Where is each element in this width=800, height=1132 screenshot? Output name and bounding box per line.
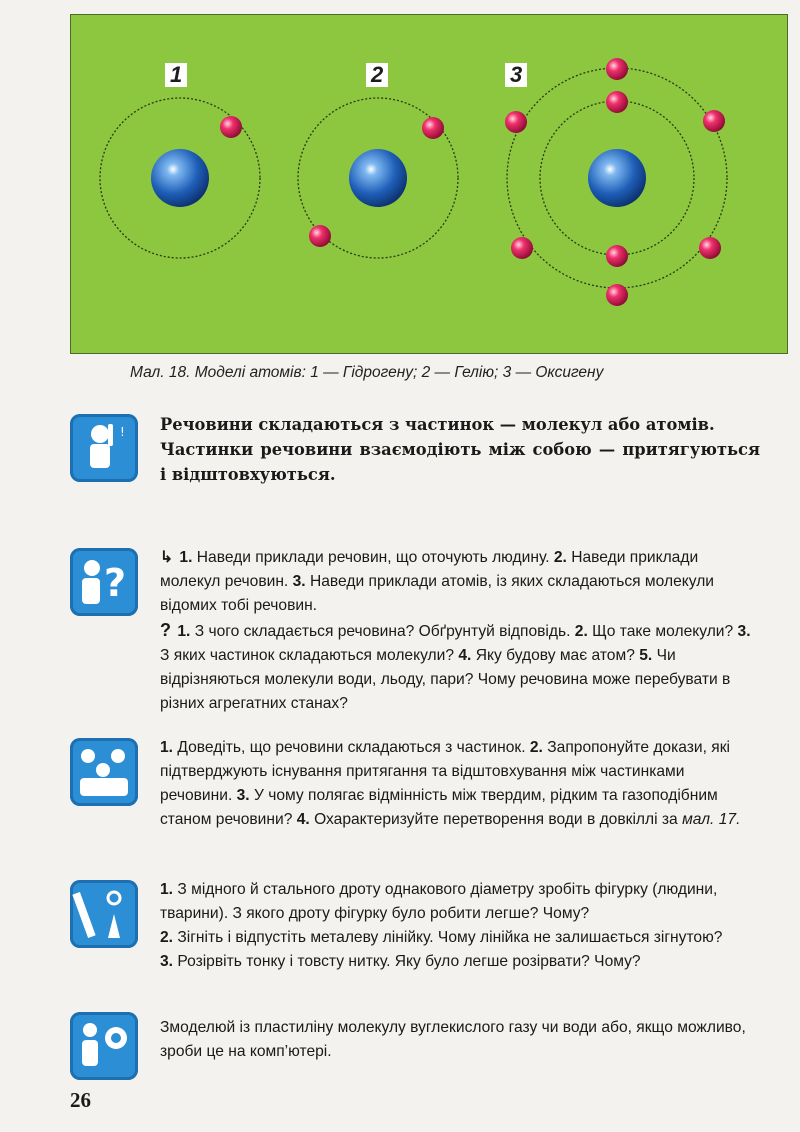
electron <box>606 284 628 306</box>
tasks-paragraph <box>160 546 760 618</box>
electron <box>505 111 527 133</box>
project-block <box>160 1016 760 1064</box>
project-text: Змоделюй із пластиліну молекулу вуглекислого газу чи води або, якщо можливо, зроби це на комп’ютері. <box>160 1019 746 1060</box>
question-item: 4. Яку будову має атом? <box>458 647 635 664</box>
figure-caption <box>130 364 730 382</box>
group-task-item: 2. Запропонуйте докази, які підтверджують існування притягання та відштовхування між частинками речовини. <box>160 739 731 804</box>
helium-atom <box>298 98 458 258</box>
caption-text: Моделі атомів: 1 — Гідрогену; 2 — Гелію; 3 — Оксигену <box>194 364 604 381</box>
svg-text:?: ? <box>104 561 127 605</box>
experiment-icon <box>70 880 138 948</box>
experiment-item: 3. Розірвіть тонку і товсту нитку. Яку було легше розірвати? Чому? <box>160 953 641 970</box>
experiments-block <box>160 878 760 974</box>
rule-line-2: Частинки речовини взаємодіють між собою — притягуються і відштовхуються. <box>160 440 760 484</box>
nucleus <box>151 149 209 207</box>
group-work-icon <box>70 738 138 806</box>
group-task-item: 1. Доведіть, що речовини складаються з частинок. <box>160 739 526 756</box>
svg-text:!: ! <box>120 425 125 439</box>
question-item: 1. З чого складається речовина? Обґрунтуй відповідь. <box>177 623 571 640</box>
page-number: 26 <box>70 1088 91 1112</box>
rule-block <box>160 412 760 487</box>
task-item: 3. Наведи приклади атомів, із яких складаються молекули відомих тобі речовин. <box>160 573 715 614</box>
project-icon <box>70 1012 138 1080</box>
electron <box>220 116 242 138</box>
nucleus <box>588 149 646 207</box>
remember-icon <box>70 414 138 482</box>
rule-line-1: Речовини складаються з частинок — молекул або атомів. <box>160 415 715 434</box>
questions-block <box>160 546 760 716</box>
task-arrow-icon: ↳ <box>160 549 174 566</box>
question-mark-icon: ? <box>160 620 171 640</box>
task-item: 2. Наведи приклади молекул речовин. <box>160 549 699 590</box>
group-task-item: 4. Охарактеризуйте перетворення води в довкіллі за мал. 17. <box>296 811 741 828</box>
hydrogen-atom <box>100 98 260 258</box>
electron <box>309 225 331 247</box>
caption-prefix: Мал. 18. <box>130 364 191 381</box>
electron <box>606 58 628 80</box>
question-item: 2. Що таке молекули? <box>574 623 734 640</box>
group-tasks-block <box>160 736 760 832</box>
electron <box>511 237 533 259</box>
experiment-item: 1. З мідного й стального дроту однакового діаметру зробіть фігурку (людини, тварини). З якого дроту фігурку було робити легше? Чому? <box>160 881 718 922</box>
question-item: 3. З яких частинок складаються молекули? <box>160 623 751 664</box>
experiment-item: 2. Зігніть і відпустіть металеву лінійку. Чому лінійка не залишається зігнутою? <box>160 929 723 946</box>
atom-label-1: 1 <box>165 63 187 87</box>
atom-label-2: 2 <box>366 63 388 87</box>
atom-models-figure <box>70 14 788 354</box>
task-item: 1. Наведи приклади речовин, що оточують людину. <box>179 549 550 566</box>
group-task-item: 3. У чому полягає відмінність між твердим, рідким та газоподібним станом речовини? <box>160 787 718 828</box>
electron <box>606 91 628 113</box>
atom-label-3: 3 <box>505 63 527 87</box>
questions-paragraph <box>160 618 760 716</box>
nucleus <box>349 149 407 207</box>
electron <box>606 245 628 267</box>
electron <box>422 117 444 139</box>
electron <box>699 237 721 259</box>
figure-reference: мал. 17. <box>682 811 741 828</box>
group-tasks-paragraph <box>160 736 760 832</box>
oxygen-atom <box>505 58 727 306</box>
electron <box>703 110 725 132</box>
question-item: 5. Чи відрізняються молекули води, льоду, пари? Чому речовина може перебувати в різних агрегатних станах? <box>160 647 731 712</box>
question-icon <box>70 548 138 616</box>
